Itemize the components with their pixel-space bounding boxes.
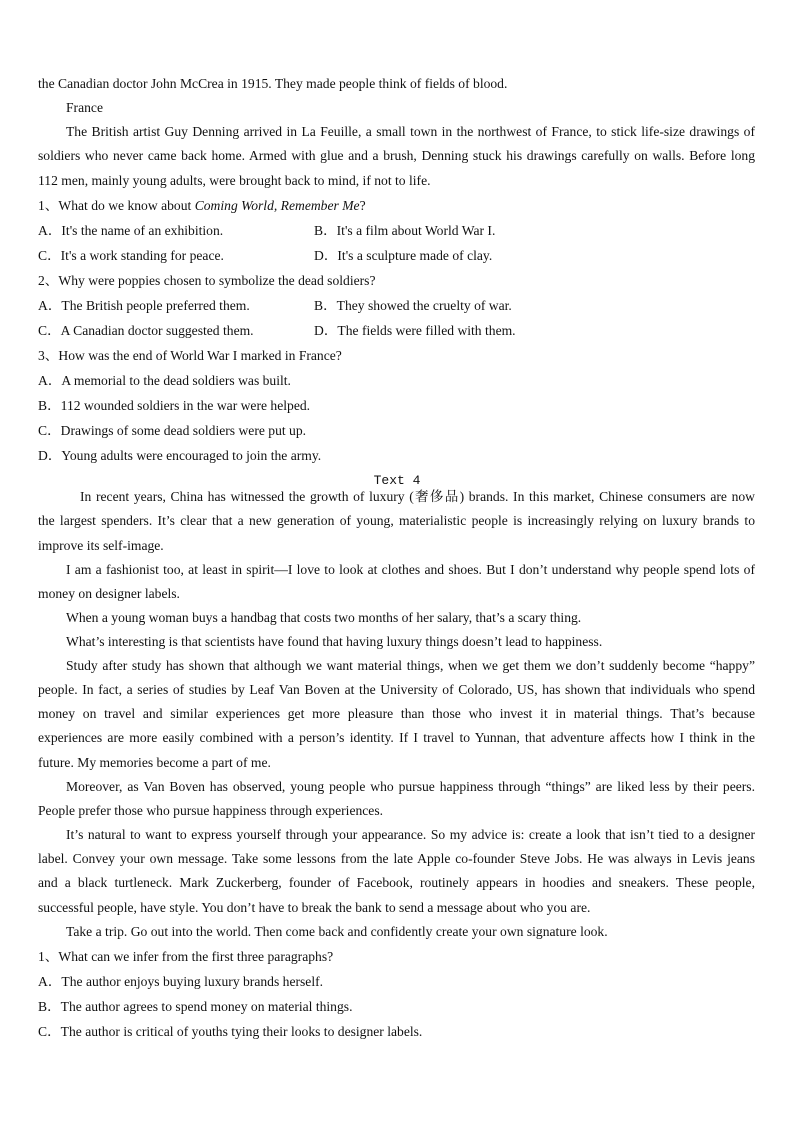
line-text: In recent years, China has witnessed the growth of luxury (奢侈品) brands. In this market, Chinese consumers are now [80, 489, 755, 504]
text-line [66, 826, 755, 844]
text-line [38, 272, 755, 290]
text-line [38, 347, 755, 365]
text-line [38, 850, 755, 868]
text-line [38, 998, 755, 1016]
text-line [66, 657, 755, 675]
text-line [38, 447, 755, 465]
line-text: improve its self-image. [38, 538, 164, 553]
line-text: money on designer labels. [38, 586, 180, 601]
text-line [66, 99, 755, 117]
question-text: 1、What do we know about [38, 198, 195, 213]
text-line [38, 372, 755, 390]
line-text: C．The author is critical of youths tying their looks to designer labels. [38, 1024, 423, 1039]
line-text: Take a trip. Go out into the world. Then come back and confidently create your own signature look. [66, 924, 608, 939]
text-line [38, 1023, 755, 1041]
line-text: money on travel and similar experiences get more pleasure than those who invest it in material things. That’s because [38, 706, 755, 721]
option-right: B．They showed the cruelty of war. [314, 298, 512, 313]
option-row [38, 322, 755, 340]
question-text: ? [359, 198, 366, 213]
line-text: B．The author agrees to spend money on material things. [38, 999, 353, 1014]
line-text: A．The author enjoys buying luxury brands herself. [38, 974, 324, 989]
line-text: and a black turtleneck. Mark Zuckerberg, founder of Facebook, routinely appears in hoodies and sneakers. These people, [38, 875, 755, 890]
line-text: It’s natural to want to express yourself through your appearance. So my advice is: create a look that isn’t tied to a designer [66, 827, 755, 842]
text-line [38, 197, 755, 215]
text-line [66, 633, 755, 651]
line-text: A．A memorial to the dead soldiers was built. [38, 373, 291, 388]
text-line [38, 537, 755, 555]
text-line [38, 422, 755, 440]
option-left: A．The British people preferred them. [38, 298, 250, 313]
line-text: the largest spenders. It’s clear that a new generation of young, materialistic people is increasingly relying on luxury brands to [38, 513, 755, 528]
text-line [66, 778, 755, 796]
text-line [38, 585, 755, 603]
option-right: D．The fields were filled with them. [314, 323, 516, 338]
line-text: people. In fact, a series of studies by Leaf Van Boven at the University of Colorado, US, has shown that individuals who spend [38, 682, 755, 697]
text-line [38, 681, 755, 699]
line-text: When a young woman buys a handbag that costs two months of her salary, that’s a scary thing. [66, 610, 582, 625]
option-right: B．It's a film about World War I. [314, 223, 496, 238]
option-right: D．It's a sculpture made of clay. [314, 248, 493, 263]
option-row [38, 222, 755, 240]
line-text: Moreover, as Van Boven has observed, young people who pursue happiness through “things” are liked less by their peers. [66, 779, 755, 794]
option-left: C．A Canadian doctor suggested them. [38, 323, 254, 338]
line-text: experiences are more easily combined with a person’s identity. If I travel to Yunnan, that adventure affects how I think in the [38, 730, 755, 745]
text-line [66, 123, 755, 141]
line-text: The British artist Guy Denning arrived in La Feuille, a small town in the northwest of France, to stick life-size drawings of [66, 124, 755, 139]
line-text: What’s interesting is that scientists have found that having luxury things doesn’t lead to happiness. [66, 634, 603, 649]
text-line [66, 609, 755, 627]
line-text: 1、What can we infer from the first three paragraphs? [38, 949, 334, 964]
text-line [66, 561, 755, 579]
text-line [38, 147, 755, 165]
text-line [38, 75, 755, 93]
line-text: 3、How was the end of World War I marked in France? [38, 348, 342, 363]
line-text: the Canadian doctor John McCrea in 1915. They made people think of fields of blood. [38, 76, 508, 91]
line-text: 112 men, mainly young adults, were brought back to mind, if not to life. [38, 173, 431, 188]
line-text: soldiers who never came back home. Armed with glue and a brush, Denning stuck his drawings carefully on walls. Before long [38, 148, 755, 163]
text-line [38, 874, 755, 892]
line-text: 2、Why were poppies chosen to symbolize the dead soldiers? [38, 273, 376, 288]
option-row [38, 297, 755, 315]
option-left: C．It's a work standing for peace. [38, 248, 224, 263]
text-line [38, 754, 755, 772]
text-line [38, 512, 755, 530]
text-line [80, 488, 755, 506]
option-row [38, 247, 755, 265]
text-line [38, 172, 755, 190]
text-line [38, 802, 755, 820]
italic-title: Coming World, Remember Me [194, 198, 360, 213]
line-text: C．Drawings of some dead soldiers were put up. [38, 423, 307, 438]
line-text: Text 4 [373, 473, 421, 488]
text-line [38, 948, 755, 966]
line-text: future. My memories become a part of me. [38, 755, 271, 770]
line-text: I am a fashionist too, at least in spirit—I love to look at clothes and shoes. But I don’t understand why people spend lots of [66, 562, 755, 577]
text-line [66, 923, 755, 941]
text-line [38, 729, 755, 747]
text-line [38, 397, 755, 415]
line-text: B．112 wounded soldiers in the war were helped. [38, 398, 311, 413]
text-line [38, 705, 755, 723]
line-text: Study after study has shown that although we want material things, when we get them we don’t suddenly become “happy” [66, 658, 755, 673]
text-line [38, 973, 755, 991]
line-text: People prefer those who pursue happiness through experiences. [38, 803, 384, 818]
line-text: successful people, have style. You don’t have to break the bank to send a message about who you are. [38, 900, 591, 915]
option-left: A．It's the name of an exhibition. [38, 223, 224, 238]
line-text: D．Young adults were encouraged to join the army. [38, 448, 322, 463]
line-text: label. Convey your own message. Take some lessons from the late Apple co-founder Steve Jobs. He was always in Levis jeans [38, 851, 755, 866]
text-line [38, 899, 755, 917]
line-text: France [66, 100, 103, 115]
